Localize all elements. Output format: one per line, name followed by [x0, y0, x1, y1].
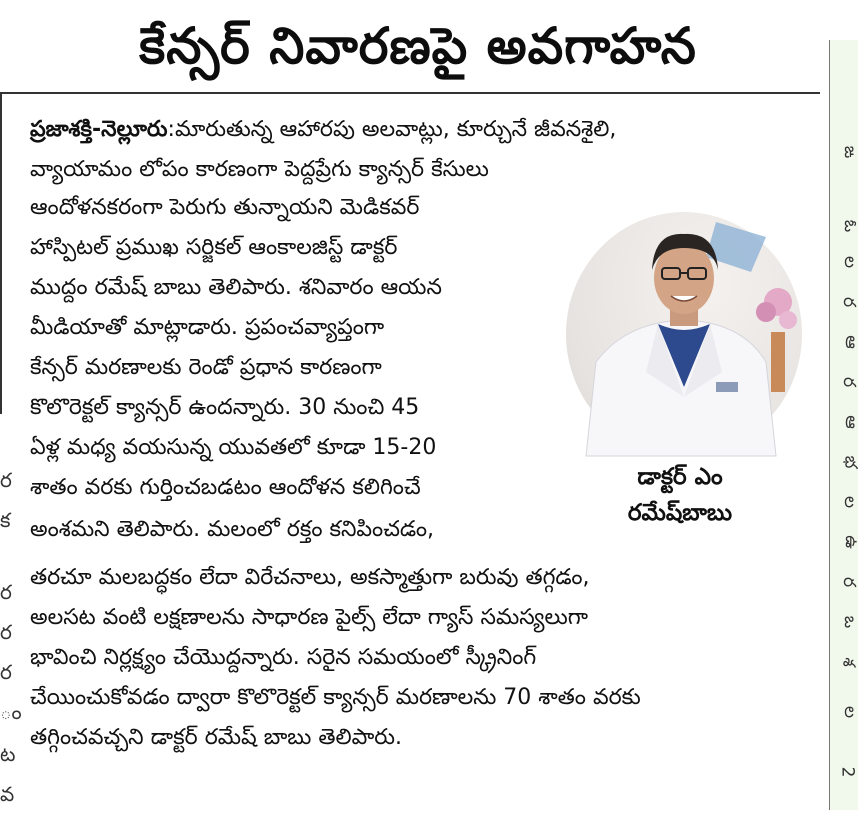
right-edge-fragment: శ [838, 657, 859, 667]
body-line [30, 112, 820, 147]
body-line: ఏళ్ల మధ్య వయసున్న యువతలో కూడా 15-20 [30, 435, 437, 460]
body-line: కొలొరెక్టల్ క్యాన్సర్ ఉందన్నారు. 30 నుంచి 45 [30, 395, 420, 420]
body-line-text: :మారుతున్న ఆహారపు అలవాట్లు, కూర్చునే జీవనశైలి, [167, 117, 617, 142]
right-edge-fragment: ర [839, 576, 860, 588]
photo-caption-line2: రమేష్‌బాబు [627, 500, 733, 526]
left-edge-fragment: క [0, 508, 11, 532]
body-line: కేన్సర్ మరణాలకు రెండో ప్రధాన కారణంగా [30, 355, 382, 380]
left-edge-fragment: ర [0, 468, 12, 492]
body-line: ముద్దం రమేష్ బాబు తెలిపారు. శనివారం ఆయన [30, 275, 442, 300]
doctor-photo [566, 212, 802, 456]
photo-caption-line1: డాక్టర్ ఎం [637, 464, 723, 490]
body-line: హాస్పిటల్ ప్రముఖ సర్జికల్ ఆంకాలజిస్ట్ డాక్టర్ [30, 235, 398, 260]
right-edge-fragment: ఆ [840, 415, 861, 429]
body-line: చేయించుకోవడం ద్వారా కొలొరెక్టల్ క్యాన్సర్ మరణాలను 70 శాతం వరకు [30, 685, 641, 710]
left-edge-fragment: ర [0, 660, 12, 684]
right-edge-fragment: ల [840, 495, 861, 509]
left-edge-fragment: ర [0, 580, 12, 604]
left-edge-fragment: ం [0, 700, 22, 724]
body-line: వ్యాయామం లోపం కారణంగా పెద్దప్రేగు క్యాన్సర్ కేసులు [30, 157, 489, 182]
body-line: మీడియాతో మాట్లాడారు. ప్రపంచవ్యాప్తంగా [30, 315, 385, 340]
body-line: తగ్గించవచ్చని డాక్టర్ రమేష్ బాబు తెలిపారు. [30, 725, 402, 750]
doctor-portrait-illustration [566, 212, 802, 456]
right-edge-fragment: ఆ [840, 335, 861, 349]
body-line: శాతం వరకు గుర్తించబడటం ఆందోళన కలిగించే [30, 475, 421, 500]
headline: కేన్సర్ నివారణపై అవగాహన [139, 16, 697, 75]
right-edge-fragment: ల [840, 255, 861, 269]
right-edge-fragment: ఒ [840, 615, 861, 629]
right-edge-fragment: ఓ [840, 219, 861, 233]
body-line: తరచూ మలబద్ధకం లేదా విరేచనాలు, అకస్మాత్తుగా బరువు తగ్గడం, [30, 565, 590, 590]
right-edge-fragment: ఙ [840, 145, 861, 159]
right-edge-fragment: 2 [837, 766, 858, 778]
left-edge-fragment: ర [0, 620, 12, 644]
body-line: అంశమని తెలిపారు. మలంలో రక్తం కనిపించడం, [30, 517, 435, 542]
left-edge-fragment: వ [0, 782, 15, 806]
right-edge-fragment: ర [839, 296, 860, 308]
right-edge-fragment: ర [839, 376, 860, 388]
body-line: అలసట వంటి లక్షణాలను సాధారణ పైల్స్ లేదా గ్యాస్ సమస్యలుగా [30, 605, 588, 630]
right-edge-fragment: ఉ [840, 535, 861, 549]
left-rule [0, 94, 2, 414]
left-edge-fragment: ట [0, 742, 16, 766]
body-line: ఆందోళనకరంగా పెరుగు తున్నాయని మెడికవర్ [30, 195, 420, 220]
right-edge-fragment: ల [840, 705, 861, 719]
dateline: ప్రజాశక్తి-నెల్లూరు [30, 117, 168, 142]
top-rule [0, 92, 820, 94]
body-line: భావించి నిర్లక్ష్యం చేయొద్దన్నారు. సరైన సమయంలో స్క్రీనింగ్ [30, 645, 537, 670]
right-edge-fragment: భ [840, 455, 861, 469]
